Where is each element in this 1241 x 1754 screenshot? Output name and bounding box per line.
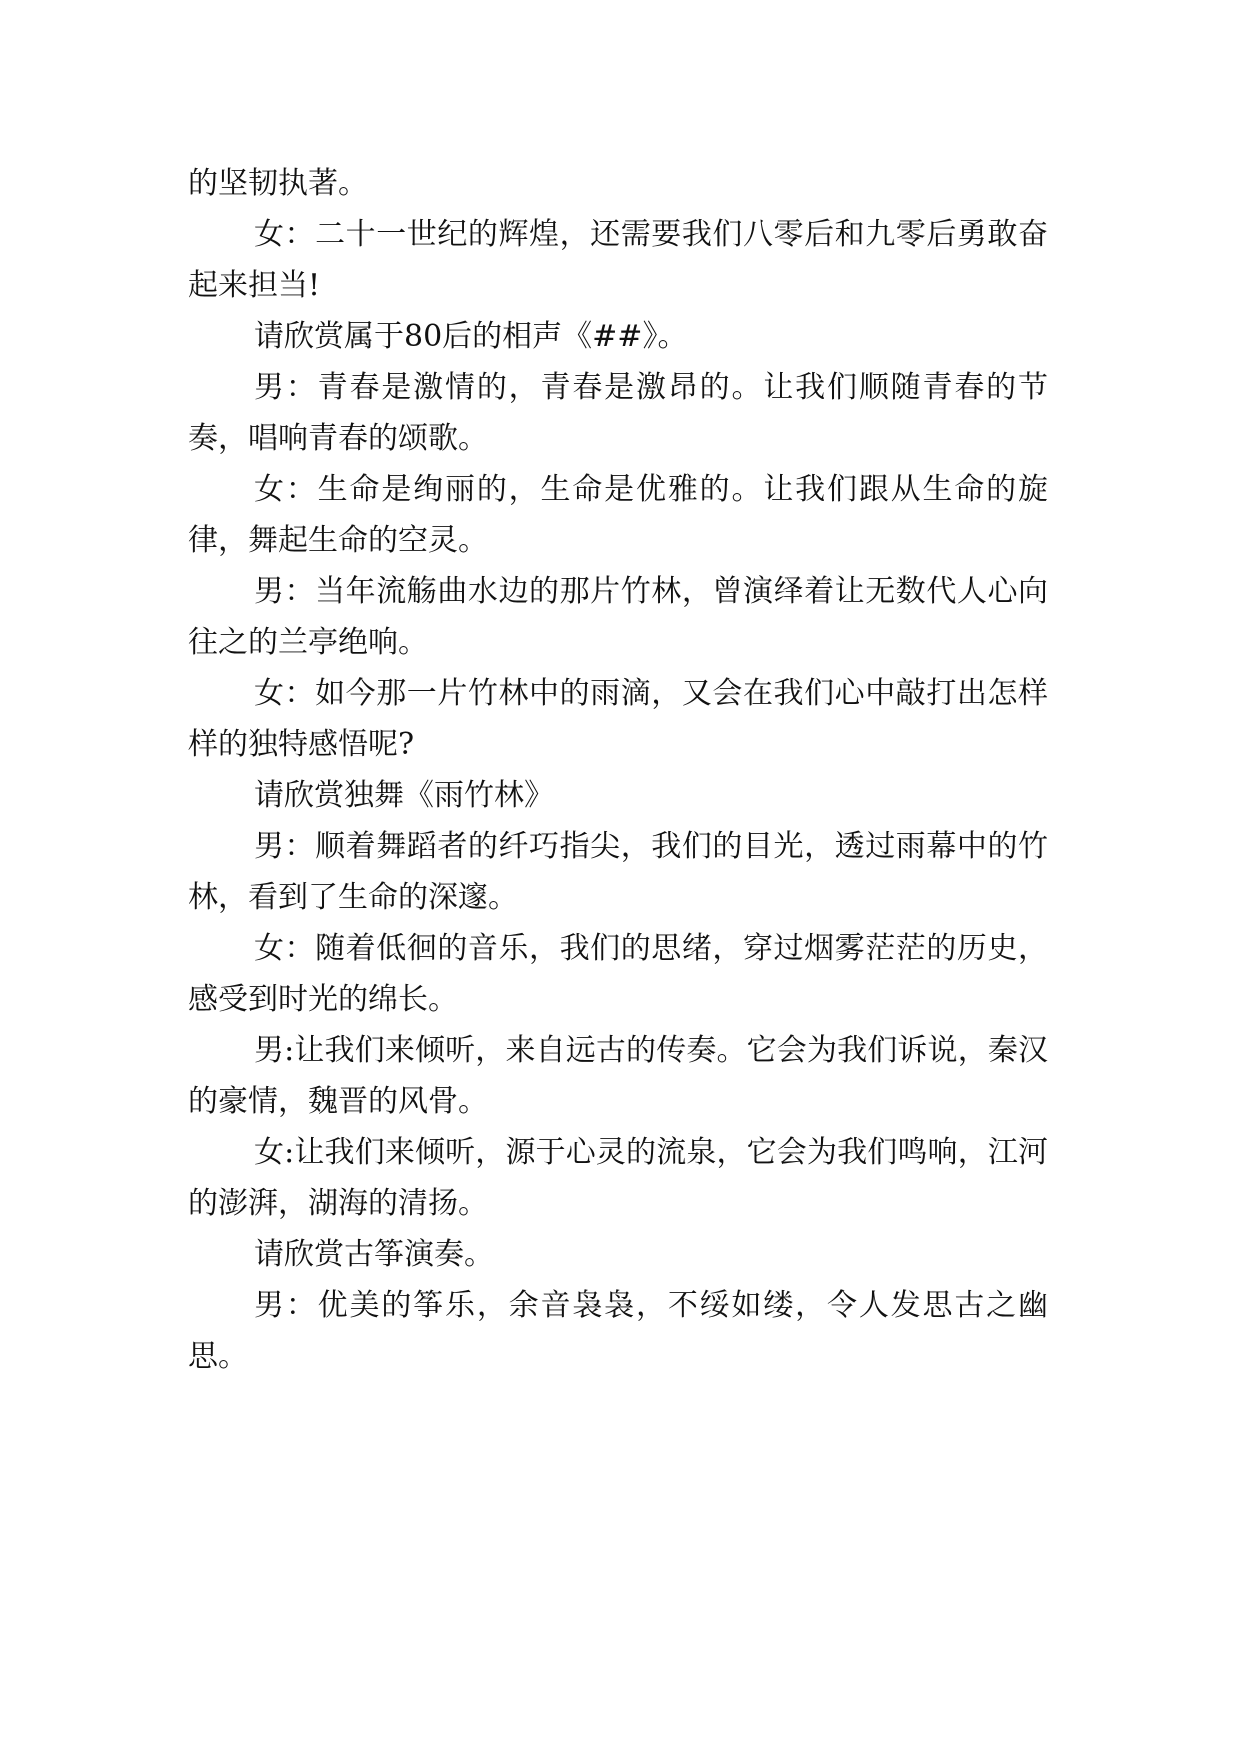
paragraph-continuation: 的坚韧执著。 [188,166,368,201]
paragraph-program-solo-dance: 请欣赏独舞《雨竹林》 [254,778,554,813]
paragraph-female-line-4: 女：随着低徊的音乐，我们的思绪，穿过烟雾茫茫的历史，感受到时光的绵长。 [188,931,1048,1017]
paragraph-male-line-4: 男:让我们来倾听，来自远古的传奏。它会为我们诉说，秦汉的豪情，魏晋的风骨。 [188,1033,1048,1119]
paragraph-female-line-3: 女：如今那一片竹林中的雨滴，又会在我们心中敲打出怎样样的独特感悟呢? [188,676,1048,762]
paragraph-program-crosstalk: 请欣赏属于80后的相声《##》。 [254,319,688,354]
document-body [188,158,1048,1382]
paragraph-male-line-5: 男：优美的筝乐，余音袅袅，不绥如缕，令人发思古之幽思。 [188,1288,1048,1374]
paragraph-male-line-3: 男：顺着舞蹈者的纤巧指尖，我们的目光，透过雨幕中的竹林，看到了生命的深邃。 [188,829,1048,915]
paragraph-male-line-1: 男：青春是激情的，青春是激昂的。让我们顺随青春的节奏，唱响青春的颂歌。 [188,370,1048,456]
paragraph-female-line-5: 女:让我们来倾听，源于心灵的流泉，它会为我们鸣响，江河的澎湃，湖海的清扬。 [188,1135,1048,1221]
paragraph-female-line-1: 女：二十一世纪的辉煌，还需要我们八零后和九零后勇敢奋起来担当! [188,217,1048,303]
paragraph-male-line-2: 男：当年流觞曲水边的那片竹林，曾演绎着让无数代人心向往之的兰亭绝响。 [188,574,1048,660]
paragraph-program-guzheng: 请欣赏古筝演奏。 [254,1237,494,1272]
paragraph-female-line-2: 女：生命是绚丽的，生命是优雅的。让我们跟从生命的旋律，舞起生命的空灵。 [188,472,1048,558]
